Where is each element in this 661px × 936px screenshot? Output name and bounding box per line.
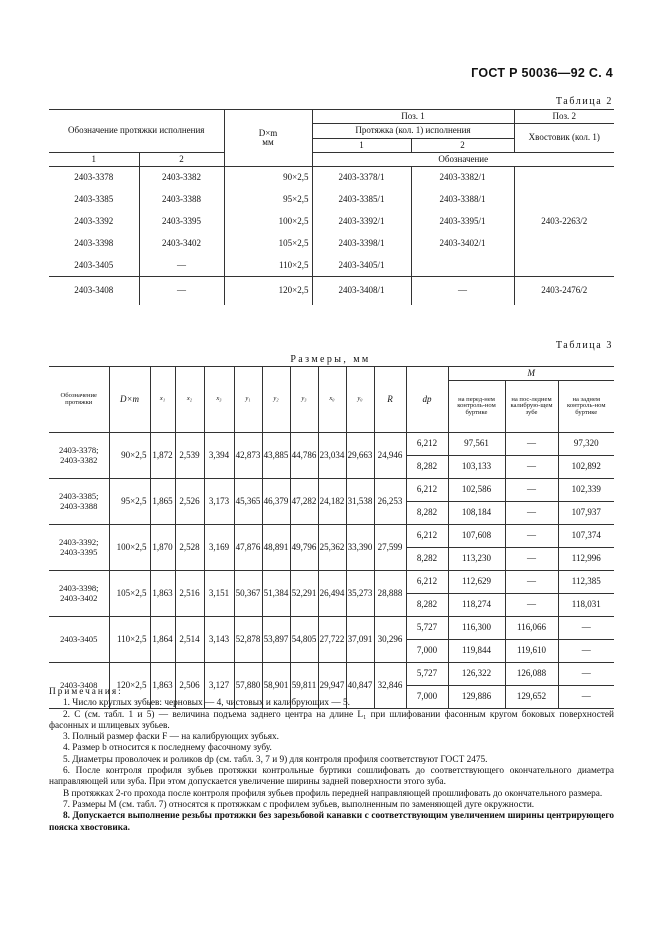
table3-cell-x2: 2,539 [175,433,204,479]
table-row: 2403-3405 — 110×2,5 2403-3405/1 [49,255,614,277]
table-row: 2403-3398 2403-3402 105×2,5 2403-3398/1 2403-3402/1 [49,233,614,255]
table3-cell-y0: 33,390 [346,525,374,571]
table3-cell-m1: 116,300 [448,617,505,640]
table3-cell-m3: 97,320 [558,433,614,456]
table3-cell-m2: 116,066 [505,617,558,640]
table3-cell-m1: 97,561 [448,433,505,456]
table3-cell-y1: 42,873 [234,433,262,479]
table3-cell-m1: 129,886 [448,686,505,709]
table3-cell-y3: 52,291 [290,571,318,617]
table3-cell-m2: 129,652 [505,686,558,709]
table3-cell-y2: 58,901 [262,663,290,709]
table2-broach-exec: Протяжка (кол. 1) исполнения [312,124,514,139]
table3-cell-des: 2403-3398; 2403-3402 [49,571,109,617]
table3-cell-dm: 110×2,5 [109,617,150,663]
table3-cell-dp: 5,727 [406,617,448,640]
table3-cell-x1: 1,870 [150,525,175,571]
table3-cell-dp: 6,212 [406,571,448,594]
table3-cell-dp: 5,727 [406,663,448,686]
table3-cell-m2: — [505,502,558,525]
table-row: 2403-3385 2403-3388 95×2,5 2403-3385/1 2403-3388/1 [49,189,614,211]
table3-cell-x1: 1,865 [150,479,175,525]
table3-cell-m1: 126,322 [448,663,505,686]
table3-x1-header: x₁ [150,367,175,433]
table3-cell-m2: — [505,479,558,502]
table3-cell-m3: 107,937 [558,502,614,525]
table3-cell-des: 2403-3405 [49,617,109,663]
table3-cell-x3: 3,173 [204,479,234,525]
table3-cell-des: 2403-3392; 2403-3395 [49,525,109,571]
table3-cell-x3: 3,127 [204,663,234,709]
table3-cell-m3: — [558,640,614,663]
table3-sizes-label: Размеры, мм [290,354,371,365]
table3-cell-m1: 118,274 [448,594,505,617]
table2-pos1: Поз. 1 [312,110,514,124]
table3-dxm-header: D×m [109,367,150,433]
table3-cell-m1: 108,184 [448,502,505,525]
table-row: 2403-3378 2403-3382 90×2,5 2403-3378/1 2403-3382/1 2403-2263/2 [49,167,614,189]
table3-cell-m1: 119,844 [448,640,505,663]
table-row [49,433,614,456]
table3-cell-m3: 102,892 [558,456,614,479]
table2-num1: 1 [49,153,139,167]
notes [49,687,614,834]
table3-cell-R: 24,946 [374,433,406,479]
table3-cell-x2: 2,528 [175,525,204,571]
table3-cell-y0: 35,273 [346,571,374,617]
table3-cell-m1: 113,230 [448,548,505,571]
table3-cell-x1: 1,863 [150,571,175,617]
table3-cell-y3: 54,805 [290,617,318,663]
table3-cell-dp: 7,000 [406,686,448,709]
table3-m-header: M [448,367,614,381]
note-3: 3. Полный размер фаски F — на калибрующих зубьях. [63,732,280,743]
table3-cell-m3: 118,031 [558,594,614,617]
table3-cell-m1: 102,586 [448,479,505,502]
table3-cell-dm: 100×2,5 [109,525,150,571]
table3-cell-m2: — [505,456,558,479]
table3-cell-m1: 112,629 [448,571,505,594]
table2-caption: Таблица 2 [555,96,613,107]
table3-cell-dp: 7,000 [406,640,448,663]
table2-designation-label: Обозначение [312,153,614,167]
table3-cell-y0: 31,538 [346,479,374,525]
note-2: 2. C (см. табл. 1 и 5) — величина подъема заднего центра на длине L₁ при шлифовании фасонным кругом боковых поверхностей фасонных и шлицевых зубьев. [49,709,614,731]
table3-cell-x0: 25,362 [318,525,346,571]
table3-cell-m2: — [505,571,558,594]
table3-designation-header: Обозначение протяжки [49,367,109,433]
table3-x3-header: x₃ [204,367,234,433]
table3-dp-header: dp [406,367,448,433]
table3-cell-m3: — [558,686,614,709]
table2-shank-b: 2403-2476/2 [514,277,614,305]
table3-cell-y3: 49,796 [290,525,318,571]
table3-y3-header: y₃ [290,367,318,433]
table3-cell-dp: 8,282 [406,594,448,617]
table3-cell-dm: 105×2,5 [109,571,150,617]
table2 [49,109,614,305]
table3-cell-y2: 51,384 [262,571,290,617]
table2-sub1: 1 [312,139,411,153]
table3-cell-dm: 90×2,5 [109,433,150,479]
table3-cell-x3: 3,143 [204,617,234,663]
table3 [49,366,614,709]
note-5: 5. Диаметры проволочек и роликов dp (см. табл. 3, 7 и 9) для контроля профиля соответствуют ГОСТ 2475. [63,754,488,765]
table3-cell-m3: 107,374 [558,525,614,548]
table3-x2-header: x₂ [175,367,204,433]
table3-cell-m1: 107,608 [448,525,505,548]
note-1: 1. Число круглых зубьев: черновых — 4, чистовых и калибрующих — 5. [63,698,350,709]
table3-cell-y3: 47,282 [290,479,318,525]
table3-cell-y0: 29,663 [346,433,374,479]
table3-y1-header: y₁ [234,367,262,433]
table3-cell-y2: 46,379 [262,479,290,525]
table2-shank-header: Хвостовик (кол. 1) [514,124,614,153]
table3-cell-m2: — [505,433,558,456]
table2-dxm-header: D×m мм [224,110,312,167]
table-row [49,617,614,640]
table3-cell-x3: 3,169 [204,525,234,571]
table2-designation-header: Обозначение протяжки исполнения [49,110,224,153]
table3-cell-dp: 6,212 [406,525,448,548]
table2-pos2: Поз. 2 [514,110,614,124]
table3-cell-y2: 53,897 [262,617,290,663]
table3-cell-x1: 1,872 [150,433,175,479]
table3-cell-m2: 126,088 [505,663,558,686]
table3-cell-y1: 52,878 [234,617,262,663]
table3-cell-x1: 1,864 [150,617,175,663]
note-6: 6. После контроля профиля зубьев протяжки контрольные буртики сошлифовать до соответствующего окончательного диаметра направляющей или зуба. При этом допускается увеличение ширины задней поверхности этого зуба. [49,766,614,788]
table3-cell-x2: 2,514 [175,617,204,663]
table3-cell-des: 2403-3385; 2403-3388 [49,479,109,525]
table3-cell-R: 27,599 [374,525,406,571]
table-row [49,525,614,548]
table3-cell-x2: 2,516 [175,571,204,617]
page-header: ГОСТ Р 50036—92 С. 4 [471,66,613,80]
table3-m3-header: на заднем контроль-ном буртике [558,381,614,433]
table3-cell-m3: 102,339 [558,479,614,502]
note-4: 4. Размер b относится к последнему фасочному зубу. [63,743,272,754]
table3-cell-m3: — [558,617,614,640]
table-row: 2403-3408 — 120×2,5 2403-3408/1 — 2403-2476/2 [49,277,614,305]
table3-cell-dm: 120×2,5 [109,663,150,709]
table3-cell-m3: 112,385 [558,571,614,594]
table3-cell-y3: 44,786 [290,433,318,479]
table3-cell-m2: — [505,525,558,548]
table3-cell-x0: 26,494 [318,571,346,617]
table-row [49,571,614,594]
table3-cell-dm: 95×2,5 [109,479,150,525]
table3-cell-des: 2403-3378; 2403-3382 [49,433,109,479]
table2-num2: 2 [139,153,224,167]
table3-cell-x2: 2,506 [175,663,204,709]
table3-cell-y0: 37,091 [346,617,374,663]
table3-cell-des: 2403-3408 [49,663,109,709]
table3-cell-m1: 103,133 [448,456,505,479]
table3-cell-x0: 23,034 [318,433,346,479]
table3-cell-y2: 43,885 [262,433,290,479]
note-7: 7. Размеры M (см. табл. 7) относятся к протяжкам с профилем зубьев, выполненным по заменяющей дуге окружности. [63,799,535,810]
table3-cell-dp: 8,282 [406,456,448,479]
table2-sub2: 2 [411,139,514,153]
table3-m2-header: на пос-леднем калибрую-щем зубе [505,381,558,433]
table3-cell-m2: — [505,594,558,617]
table3-cell-R: 28,888 [374,571,406,617]
table3-cell-y1: 57,880 [234,663,262,709]
table3-cell-y1: 45,365 [234,479,262,525]
table2-shank-a: 2403-2263/2 [514,167,614,277]
table3-cell-y0: 40,847 [346,663,374,709]
table3-cell-x0: 24,182 [318,479,346,525]
table3-cell-R: 26,253 [374,479,406,525]
table3-cell-R: 30,296 [374,617,406,663]
table3-cell-x2: 2,526 [175,479,204,525]
table3-cell-y1: 50,367 [234,571,262,617]
table3-cell-m3: 112,996 [558,548,614,571]
table3-cell-m3: — [558,663,614,686]
table3-y0-header: y₀ [346,367,374,433]
table3-cell-x3: 3,394 [204,433,234,479]
table3-cell-dp: 8,282 [406,502,448,525]
table3-cell-y2: 48,891 [262,525,290,571]
table3-cell-x0: 27,722 [318,617,346,663]
table-row: 2403-3392 2403-3395 100×2,5 2403-3392/1 2403-3395/1 [49,211,614,233]
table3-cell-y3: 59,811 [290,663,318,709]
table3-cell-m2: — [505,548,558,571]
table3-cell-m2: 119,610 [505,640,558,663]
table3-m1-header: на перед-нем контроль-ном буртике [448,381,505,433]
table-row [49,479,614,502]
table3-cell-dp: 6,212 [406,433,448,456]
table-row [49,663,614,686]
table3-r-header: R [374,367,406,433]
notes-title: Примечания: [49,687,123,697]
table3-y2-header: y₂ [262,367,290,433]
table3-caption: Таблица 3 [555,340,613,351]
table3-cell-R: 32,846 [374,663,406,709]
note-8: 8. Допускается выполнение резьбы протяжки без зарезьбовой канавки с соответствующим увеличением ширины центрирующего пояска хвостовика. [49,811,614,833]
table3-cell-x3: 3,151 [204,571,234,617]
note-6b: В протяжках 2-го прохода после контроля профиля зубьев профиль передней направляющей прошлифовать до окончательного размера. [63,788,603,799]
table3-cell-dp: 8,282 [406,548,448,571]
table3-cell-y1: 47,876 [234,525,262,571]
table3-x0-header: x₀ [318,367,346,433]
table3-cell-x1: 1,863 [150,663,175,709]
table3-cell-dp: 6,212 [406,479,448,502]
table3-cell-x0: 29,947 [318,663,346,709]
